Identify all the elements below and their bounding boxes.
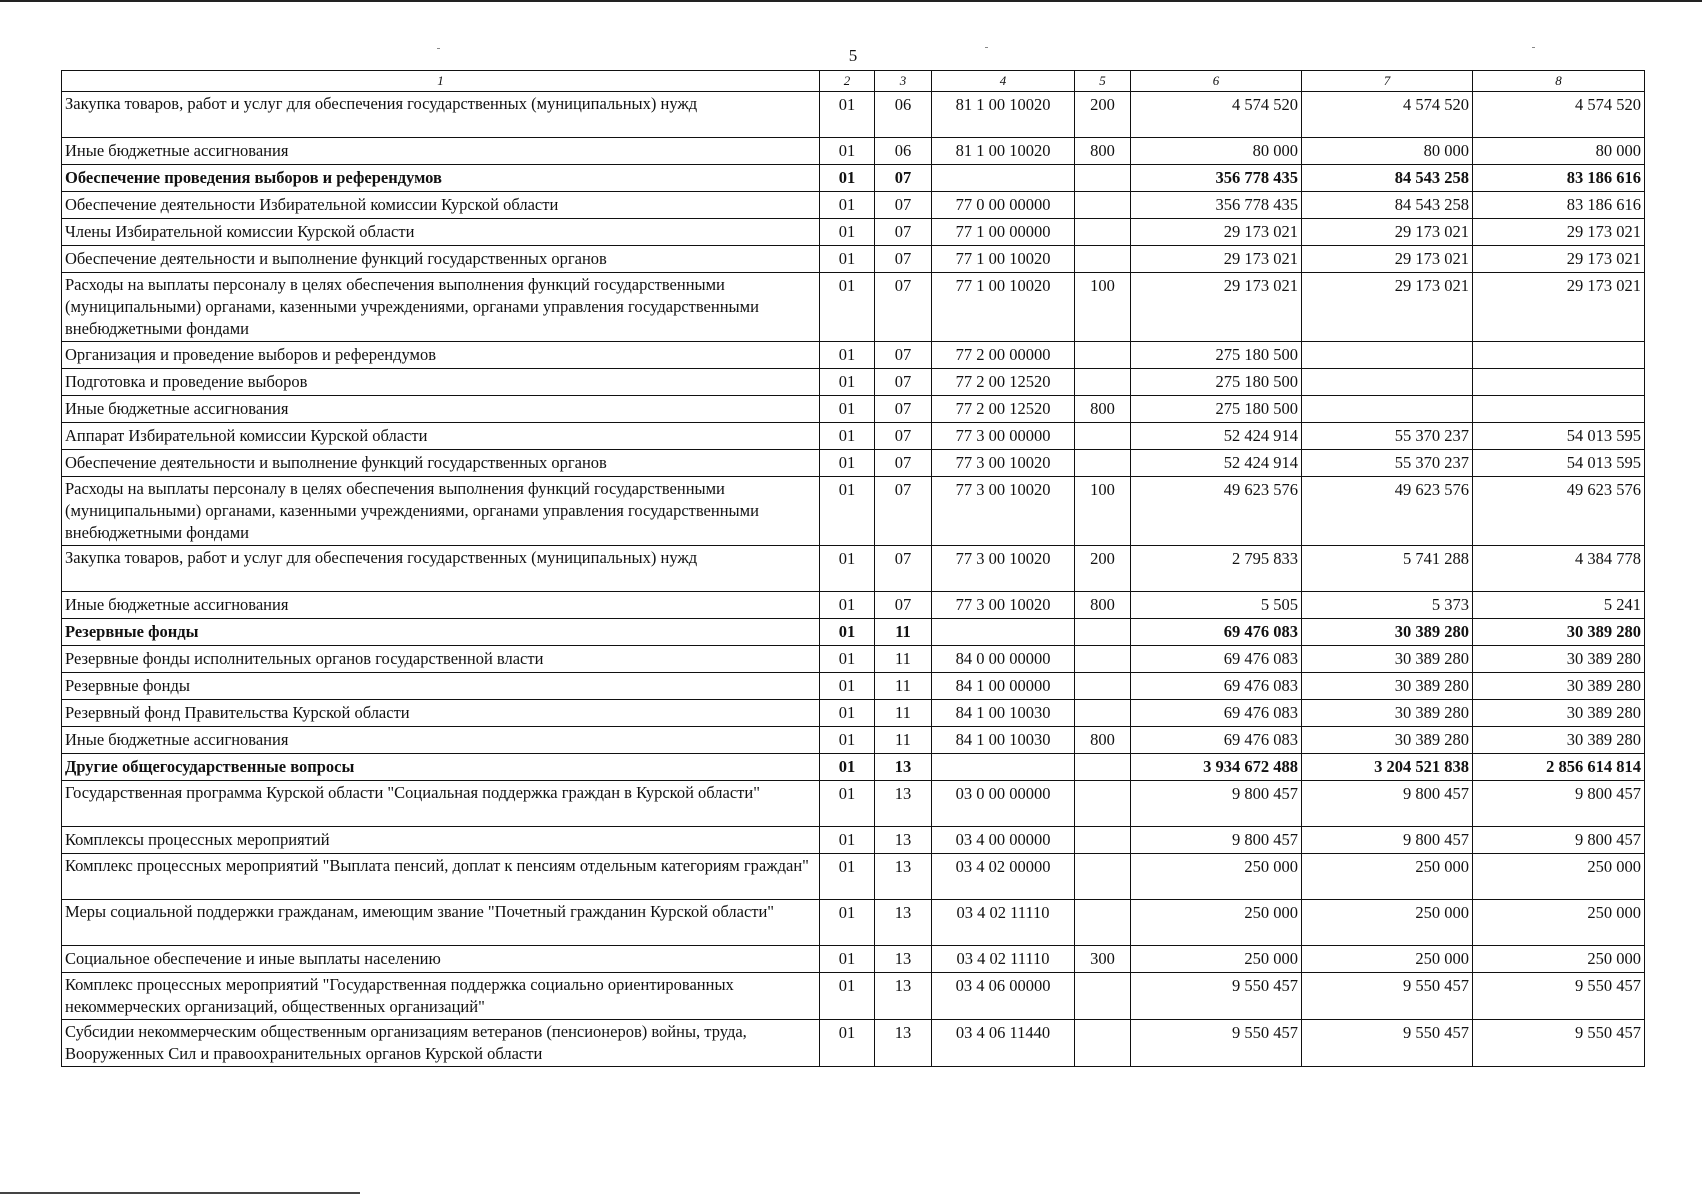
- row-amount-col7: 30 389 280: [1302, 727, 1473, 754]
- row-amount-col8: 5 241: [1473, 592, 1645, 619]
- row-target-article: 03 4 06 11440: [932, 1020, 1075, 1067]
- row-expense-type: [1075, 423, 1131, 450]
- row-target-article: 84 1 00 10030: [932, 700, 1075, 727]
- row-name: Расходы на выплаты персоналу в целях обеспечения выполнения функций государственными (муниципальными) органами, казенными учреждениями, органами управления государственными внебюджетными фондами: [62, 273, 820, 342]
- row-expense-type: [1075, 369, 1131, 396]
- row-subsection: 06: [875, 92, 932, 138]
- row-name: Резервный фонд Правительства Курской области: [62, 700, 820, 727]
- row-amount-col6: 2 795 833: [1131, 546, 1302, 592]
- row-section: 01: [820, 673, 875, 700]
- row-amount-col8: [1473, 396, 1645, 423]
- row-name: Члены Избирательной комиссии Курской области: [62, 219, 820, 246]
- table-row: [62, 900, 1645, 946]
- row-name: Субсидии некоммерческим общественным организациям ветеранов (пенсионеров) войны, труда, Вооруженных Сил и правоохранительных органов Курской области: [62, 1020, 820, 1067]
- header-cell: 1: [62, 71, 820, 92]
- table-row: [62, 273, 1645, 342]
- row-amount-col6: 69 476 083: [1131, 700, 1302, 727]
- row-section: 01: [820, 700, 875, 727]
- row-target-article: 03 4 02 00000: [932, 854, 1075, 900]
- row-amount-col8: 54 013 595: [1473, 423, 1645, 450]
- row-subsection: 07: [875, 219, 932, 246]
- row-target-article: 81 1 00 10020: [932, 92, 1075, 138]
- row-target-article: 77 2 00 12520: [932, 369, 1075, 396]
- table-row: [62, 700, 1645, 727]
- row-amount-col8: [1473, 342, 1645, 369]
- table-row: [62, 246, 1645, 273]
- row-target-article: 84 1 00 10030: [932, 727, 1075, 754]
- row-section: 01: [820, 477, 875, 546]
- row-name: Иные бюджетные ассигнования: [62, 592, 820, 619]
- row-amount-col8: 9 550 457: [1473, 973, 1645, 1020]
- row-subsection: 13: [875, 900, 932, 946]
- row-expense-type: 100: [1075, 477, 1131, 546]
- row-amount-col7: 9 550 457: [1302, 973, 1473, 1020]
- header-cell: 6: [1131, 71, 1302, 92]
- row-name: Социальное обеспечение и иные выплаты населению: [62, 946, 820, 973]
- row-name: Подготовка и проведение выборов: [62, 369, 820, 396]
- header-cell: 4: [932, 71, 1075, 92]
- row-amount-col7: [1302, 342, 1473, 369]
- row-amount-col8: 29 173 021: [1473, 273, 1645, 342]
- row-section: 01: [820, 827, 875, 854]
- row-subsection: 13: [875, 781, 932, 827]
- row-name: Обеспечение деятельности и выполнение функций государственных органов: [62, 246, 820, 273]
- row-expense-type: [1075, 1020, 1131, 1067]
- table-row: [62, 192, 1645, 219]
- row-subsection: 13: [875, 854, 932, 900]
- row-expense-type: [1075, 754, 1131, 781]
- row-target-article: 03 4 00 00000: [932, 827, 1075, 854]
- row-subsection: 07: [875, 342, 932, 369]
- row-amount-col7: 30 389 280: [1302, 700, 1473, 727]
- row-section: 01: [820, 423, 875, 450]
- row-amount-col7: 4 574 520: [1302, 92, 1473, 138]
- row-amount-col7: 29 173 021: [1302, 273, 1473, 342]
- row-amount-col8: 30 389 280: [1473, 673, 1645, 700]
- scan-speck: [1532, 47, 1535, 48]
- row-amount-col6: 3 934 672 488: [1131, 754, 1302, 781]
- row-subsection: 07: [875, 165, 932, 192]
- row-subsection: 07: [875, 423, 932, 450]
- row-section: 01: [820, 165, 875, 192]
- table-row: [62, 342, 1645, 369]
- row-amount-col6: 9 550 457: [1131, 973, 1302, 1020]
- row-amount-col7: 29 173 021: [1302, 246, 1473, 273]
- row-amount-col7: 9 800 457: [1302, 781, 1473, 827]
- row-expense-type: 200: [1075, 546, 1131, 592]
- table-row: [62, 138, 1645, 165]
- row-amount-col7: 84 543 258: [1302, 165, 1473, 192]
- row-name: Другие общегосударственные вопросы: [62, 754, 820, 781]
- row-section: 01: [820, 973, 875, 1020]
- row-expense-type: [1075, 450, 1131, 477]
- row-amount-col6: 356 778 435: [1131, 192, 1302, 219]
- row-name: Комплекс процессных мероприятий "Выплата пенсий, доплат к пенсиям отдельным категориям граждан": [62, 854, 820, 900]
- row-amount-col8: 9 800 457: [1473, 781, 1645, 827]
- row-target-article: 77 3 00 10020: [932, 592, 1075, 619]
- row-amount-col6: 9 800 457: [1131, 781, 1302, 827]
- row-name: Обеспечение деятельности и выполнение функций государственных органов: [62, 450, 820, 477]
- row-target-article: 03 4 06 00000: [932, 973, 1075, 1020]
- row-amount-col6: 250 000: [1131, 900, 1302, 946]
- row-subsection: 13: [875, 754, 932, 781]
- row-section: 01: [820, 946, 875, 973]
- row-expense-type: [1075, 219, 1131, 246]
- row-subsection: 13: [875, 1020, 932, 1067]
- table-row: [62, 92, 1645, 138]
- row-name: Обеспечение проведения выборов и референдумов: [62, 165, 820, 192]
- row-section: 01: [820, 396, 875, 423]
- table-row: [62, 973, 1645, 1020]
- row-amount-col8: 83 186 616: [1473, 165, 1645, 192]
- row-amount-col6: 80 000: [1131, 138, 1302, 165]
- row-amount-col8: 2 856 614 814: [1473, 754, 1645, 781]
- row-name: Обеспечение деятельности Избирательной комиссии Курской области: [62, 192, 820, 219]
- table-row: [62, 781, 1645, 827]
- row-amount-col7: 84 543 258: [1302, 192, 1473, 219]
- row-section: 01: [820, 619, 875, 646]
- row-amount-col6: 29 173 021: [1131, 273, 1302, 342]
- row-expense-type: 800: [1075, 138, 1131, 165]
- table-row: [62, 396, 1645, 423]
- row-subsection: 07: [875, 192, 932, 219]
- row-amount-col7: 80 000: [1302, 138, 1473, 165]
- row-section: 01: [820, 219, 875, 246]
- row-section: 01: [820, 450, 875, 477]
- row-subsection: 07: [875, 546, 932, 592]
- header-cell: 5: [1075, 71, 1131, 92]
- row-amount-col6: 49 623 576: [1131, 477, 1302, 546]
- row-target-article: 77 1 00 10020: [932, 246, 1075, 273]
- table-row: [62, 219, 1645, 246]
- row-target-article: 77 2 00 00000: [932, 342, 1075, 369]
- row-amount-col8: 250 000: [1473, 900, 1645, 946]
- row-section: 01: [820, 754, 875, 781]
- row-amount-col7: 30 389 280: [1302, 646, 1473, 673]
- row-amount-col7: 3 204 521 838: [1302, 754, 1473, 781]
- row-expense-type: [1075, 827, 1131, 854]
- row-amount-col6: 52 424 914: [1131, 423, 1302, 450]
- row-expense-type: 100: [1075, 273, 1131, 342]
- row-target-article: 03 0 00 00000: [932, 781, 1075, 827]
- row-amount-col6: 275 180 500: [1131, 396, 1302, 423]
- row-amount-col6: 69 476 083: [1131, 727, 1302, 754]
- row-expense-type: [1075, 973, 1131, 1020]
- row-subsection: 11: [875, 727, 932, 754]
- row-expense-type: 200: [1075, 92, 1131, 138]
- row-expense-type: [1075, 342, 1131, 369]
- table-row: [62, 423, 1645, 450]
- row-expense-type: [1075, 165, 1131, 192]
- row-amount-col7: 9 550 457: [1302, 1020, 1473, 1067]
- row-amount-col8: [1473, 369, 1645, 396]
- header-cell: 2: [820, 71, 875, 92]
- table-body: [62, 92, 1645, 1067]
- row-name: Комплексы процессных мероприятий: [62, 827, 820, 854]
- row-target-article: [932, 619, 1075, 646]
- row-amount-col6: 9 550 457: [1131, 1020, 1302, 1067]
- row-target-article: 77 3 00 10020: [932, 546, 1075, 592]
- row-name: Резервные фонды: [62, 619, 820, 646]
- row-name: Резервные фонды: [62, 673, 820, 700]
- row-amount-col7: 55 370 237: [1302, 423, 1473, 450]
- row-expense-type: [1075, 854, 1131, 900]
- row-subsection: 07: [875, 592, 932, 619]
- row-target-article: 77 3 00 00000: [932, 423, 1075, 450]
- scan-speck: [437, 48, 440, 49]
- row-name: Меры социальной поддержки гражданам, имеющим звание "Почетный гражданин Курской области": [62, 900, 820, 946]
- row-amount-col8: 9 550 457: [1473, 1020, 1645, 1067]
- row-amount-col6: 69 476 083: [1131, 619, 1302, 646]
- row-amount-col7: [1302, 369, 1473, 396]
- row-subsection: 07: [875, 450, 932, 477]
- row-name: Организация и проведение выборов и референдумов: [62, 342, 820, 369]
- top-border-line: [0, 0, 1702, 2]
- table-row: [62, 1020, 1645, 1067]
- row-subsection: 13: [875, 946, 932, 973]
- row-amount-col6: 52 424 914: [1131, 450, 1302, 477]
- row-expense-type: [1075, 700, 1131, 727]
- row-expense-type: 800: [1075, 727, 1131, 754]
- row-target-article: [932, 165, 1075, 192]
- row-expense-type: [1075, 646, 1131, 673]
- row-name: Расходы на выплаты персоналу в целях обеспечения выполнения функций государственными (муниципальными) органами, казенными учреждениями, органами управления государственными внебюджетными фондами: [62, 477, 820, 546]
- row-amount-col6: 275 180 500: [1131, 342, 1302, 369]
- row-amount-col7: 30 389 280: [1302, 673, 1473, 700]
- row-target-article: 77 3 00 10020: [932, 450, 1075, 477]
- budget-table: [61, 70, 1645, 1067]
- table-row: [62, 827, 1645, 854]
- row-expense-type: [1075, 192, 1131, 219]
- header-cell: 7: [1302, 71, 1473, 92]
- row-amount-col7: [1302, 396, 1473, 423]
- row-subsection: 11: [875, 700, 932, 727]
- row-amount-col6: 356 778 435: [1131, 165, 1302, 192]
- row-amount-col6: 250 000: [1131, 854, 1302, 900]
- row-amount-col8: 250 000: [1473, 946, 1645, 973]
- row-section: 01: [820, 900, 875, 946]
- row-section: 01: [820, 727, 875, 754]
- row-expense-type: [1075, 900, 1131, 946]
- scan-speck: [985, 47, 988, 48]
- row-amount-col8: 30 389 280: [1473, 646, 1645, 673]
- row-amount-col7: 55 370 237: [1302, 450, 1473, 477]
- row-expense-type: 800: [1075, 396, 1131, 423]
- row-amount-col7: 250 000: [1302, 854, 1473, 900]
- row-amount-col6: 275 180 500: [1131, 369, 1302, 396]
- row-target-article: 03 4 02 11110: [932, 900, 1075, 946]
- row-target-article: 84 0 00 00000: [932, 646, 1075, 673]
- table-row: [62, 592, 1645, 619]
- row-section: 01: [820, 342, 875, 369]
- row-subsection: 07: [875, 369, 932, 396]
- row-target-article: 81 1 00 10020: [932, 138, 1075, 165]
- table-row: [62, 854, 1645, 900]
- row-subsection: 11: [875, 673, 932, 700]
- row-amount-col8: 54 013 595: [1473, 450, 1645, 477]
- row-amount-col6: 29 173 021: [1131, 219, 1302, 246]
- row-target-article: [932, 754, 1075, 781]
- row-section: 01: [820, 92, 875, 138]
- row-section: 01: [820, 138, 875, 165]
- row-target-article: 03 4 02 11110: [932, 946, 1075, 973]
- table-row: [62, 450, 1645, 477]
- row-target-article: 77 3 00 10020: [932, 477, 1075, 546]
- header-cell: 3: [875, 71, 932, 92]
- row-name: Государственная программа Курской области "Социальная поддержка граждан в Курской области": [62, 781, 820, 827]
- table-row: [62, 546, 1645, 592]
- row-amount-col7: 29 173 021: [1302, 219, 1473, 246]
- row-expense-type: 300: [1075, 946, 1131, 973]
- row-amount-col7: 9 800 457: [1302, 827, 1473, 854]
- row-section: 01: [820, 369, 875, 396]
- row-subsection: 11: [875, 619, 932, 646]
- row-subsection: 13: [875, 827, 932, 854]
- row-amount-col7: 5 741 288: [1302, 546, 1473, 592]
- table-row: [62, 646, 1645, 673]
- row-section: 01: [820, 273, 875, 342]
- row-amount-col7: 30 389 280: [1302, 619, 1473, 646]
- row-amount-col8: 80 000: [1473, 138, 1645, 165]
- row-amount-col7: 5 373: [1302, 592, 1473, 619]
- row-name: Аппарат Избирательной комиссии Курской области: [62, 423, 820, 450]
- table-row: [62, 946, 1645, 973]
- header-row: [62, 71, 1645, 92]
- row-amount-col8: 29 173 021: [1473, 246, 1645, 273]
- row-target-article: 84 1 00 00000: [932, 673, 1075, 700]
- row-expense-type: 800: [1075, 592, 1131, 619]
- row-section: 01: [820, 1020, 875, 1067]
- row-amount-col8: 83 186 616: [1473, 192, 1645, 219]
- row-expense-type: [1075, 673, 1131, 700]
- row-section: 01: [820, 192, 875, 219]
- row-target-article: 77 2 00 12520: [932, 396, 1075, 423]
- row-amount-col6: 250 000: [1131, 946, 1302, 973]
- table-row: [62, 477, 1645, 546]
- row-name: Закупка товаров, работ и услуг для обеспечения государственных (муниципальных) нужд: [62, 546, 820, 592]
- row-name: Комплекс процессных мероприятий "Государственная поддержка социально ориентированных некоммерческих организаций, общественных организаций": [62, 973, 820, 1020]
- row-subsection: 13: [875, 973, 932, 1020]
- table-row: [62, 619, 1645, 646]
- row-amount-col8: 30 389 280: [1473, 619, 1645, 646]
- row-amount-col6: 29 173 021: [1131, 246, 1302, 273]
- table-row: [62, 369, 1645, 396]
- row-section: 01: [820, 592, 875, 619]
- row-subsection: 07: [875, 273, 932, 342]
- row-section: 01: [820, 546, 875, 592]
- table-row: [62, 165, 1645, 192]
- row-subsection: 11: [875, 646, 932, 673]
- row-section: 01: [820, 646, 875, 673]
- row-amount-col6: 69 476 083: [1131, 673, 1302, 700]
- bottom-rule: [0, 1192, 360, 1194]
- row-name: Закупка товаров, работ и услуг для обеспечения государственных (муниципальных) нужд: [62, 92, 820, 138]
- row-name: Иные бюджетные ассигнования: [62, 727, 820, 754]
- row-amount-col8: 30 389 280: [1473, 727, 1645, 754]
- row-amount-col6: 5 505: [1131, 592, 1302, 619]
- row-amount-col6: 4 574 520: [1131, 92, 1302, 138]
- row-subsection: 07: [875, 396, 932, 423]
- table-row: [62, 673, 1645, 700]
- row-amount-col8: 30 389 280: [1473, 700, 1645, 727]
- row-name: Резервные фонды исполнительных органов государственной власти: [62, 646, 820, 673]
- row-amount-col8: 250 000: [1473, 854, 1645, 900]
- row-expense-type: [1075, 246, 1131, 273]
- row-amount-col6: 69 476 083: [1131, 646, 1302, 673]
- table-row: [62, 727, 1645, 754]
- row-target-article: 77 0 00 00000: [932, 192, 1075, 219]
- row-target-article: 77 1 00 10020: [932, 273, 1075, 342]
- row-subsection: 06: [875, 138, 932, 165]
- row-section: 01: [820, 854, 875, 900]
- row-name: Иные бюджетные ассигнования: [62, 396, 820, 423]
- page-number: 5: [848, 46, 858, 65]
- table-row: [62, 754, 1645, 781]
- row-subsection: 07: [875, 477, 932, 546]
- header-cell: 8: [1473, 71, 1645, 92]
- row-expense-type: [1075, 619, 1131, 646]
- row-amount-col8: 4 574 520: [1473, 92, 1645, 138]
- row-target-article: 77 1 00 00000: [932, 219, 1075, 246]
- row-amount-col6: 9 800 457: [1131, 827, 1302, 854]
- row-amount-col8: 49 623 576: [1473, 477, 1645, 546]
- row-amount-col8: 9 800 457: [1473, 827, 1645, 854]
- row-section: 01: [820, 246, 875, 273]
- row-amount-col7: 250 000: [1302, 900, 1473, 946]
- row-amount-col8: 29 173 021: [1473, 219, 1645, 246]
- row-amount-col7: 250 000: [1302, 946, 1473, 973]
- row-amount-col7: 49 623 576: [1302, 477, 1473, 546]
- row-name: Иные бюджетные ассигнования: [62, 138, 820, 165]
- row-amount-col8: 4 384 778: [1473, 546, 1645, 592]
- row-section: 01: [820, 781, 875, 827]
- row-subsection: 07: [875, 246, 932, 273]
- row-expense-type: [1075, 781, 1131, 827]
